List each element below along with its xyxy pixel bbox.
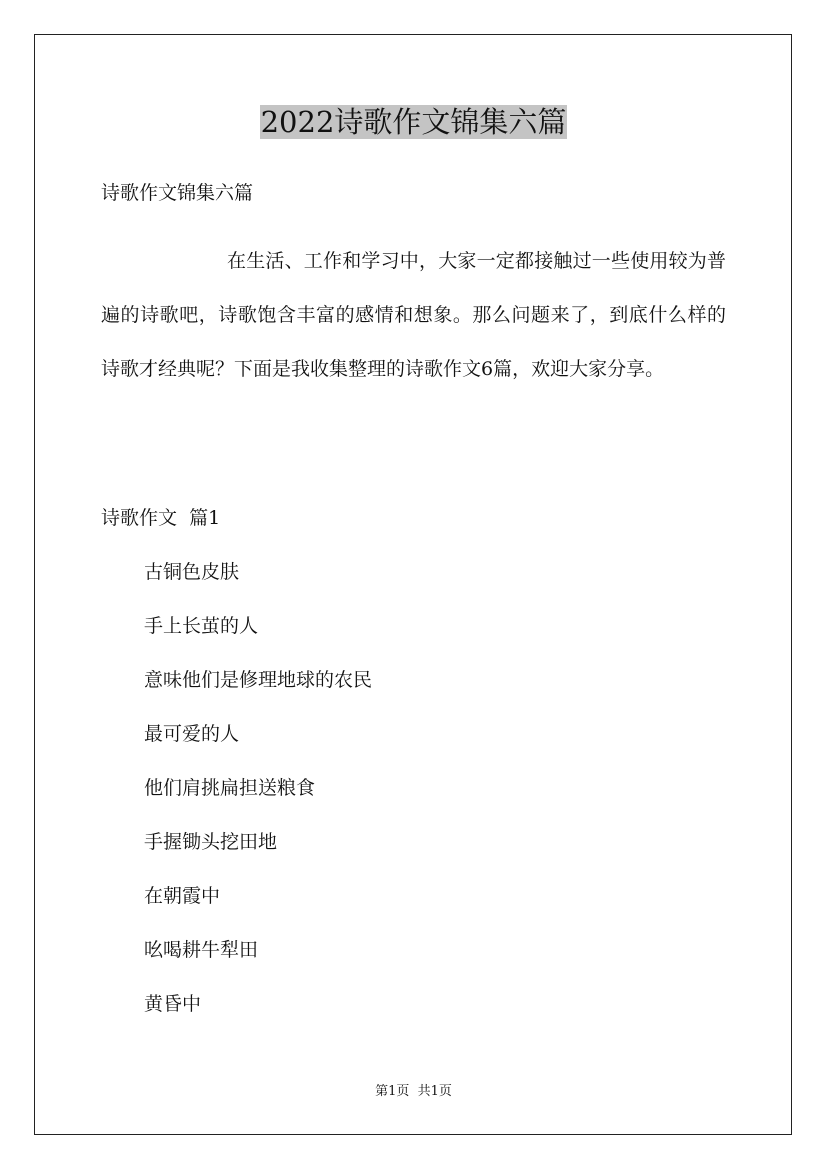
poem-line: 古铜色皮肤 [144, 561, 240, 583]
poem-line: 吆喝耕牛犁田 [144, 939, 259, 961]
poem-line: 手握锄头挖田地 [144, 831, 278, 853]
poem-line: 黄昏中 [144, 993, 202, 1015]
document-heading: 诗歌作文锦集六篇 [101, 182, 254, 204]
document-title [0, 102, 827, 142]
poem-line: 最可爱的人 [144, 723, 240, 745]
section-title: 诗歌作文 篇1 [101, 507, 221, 529]
intro-paragraph: 在生活、工作和学习中，大家一定都接触过一些使用较为普遍的诗歌吧，诗歌饱含丰富的感情和想象。那么问题来了，到底什么样的诗歌才经典呢？下面是我收集整理的诗歌作文6篇，欢迎大家分享。 [101, 250, 726, 380]
document-title-text: 2022诗歌作文锦集六篇 [260, 105, 567, 139]
poem-line: 手上长茧的人 [144, 615, 259, 637]
poem-line: 在朝霞中 [144, 885, 221, 907]
page-number-footer: 第1页 共1页 [375, 1084, 452, 1099]
poem-line: 他们肩挑扁担送粮食 [144, 777, 316, 799]
poem-line: 意味他们是修理地球的农民 [144, 669, 373, 691]
